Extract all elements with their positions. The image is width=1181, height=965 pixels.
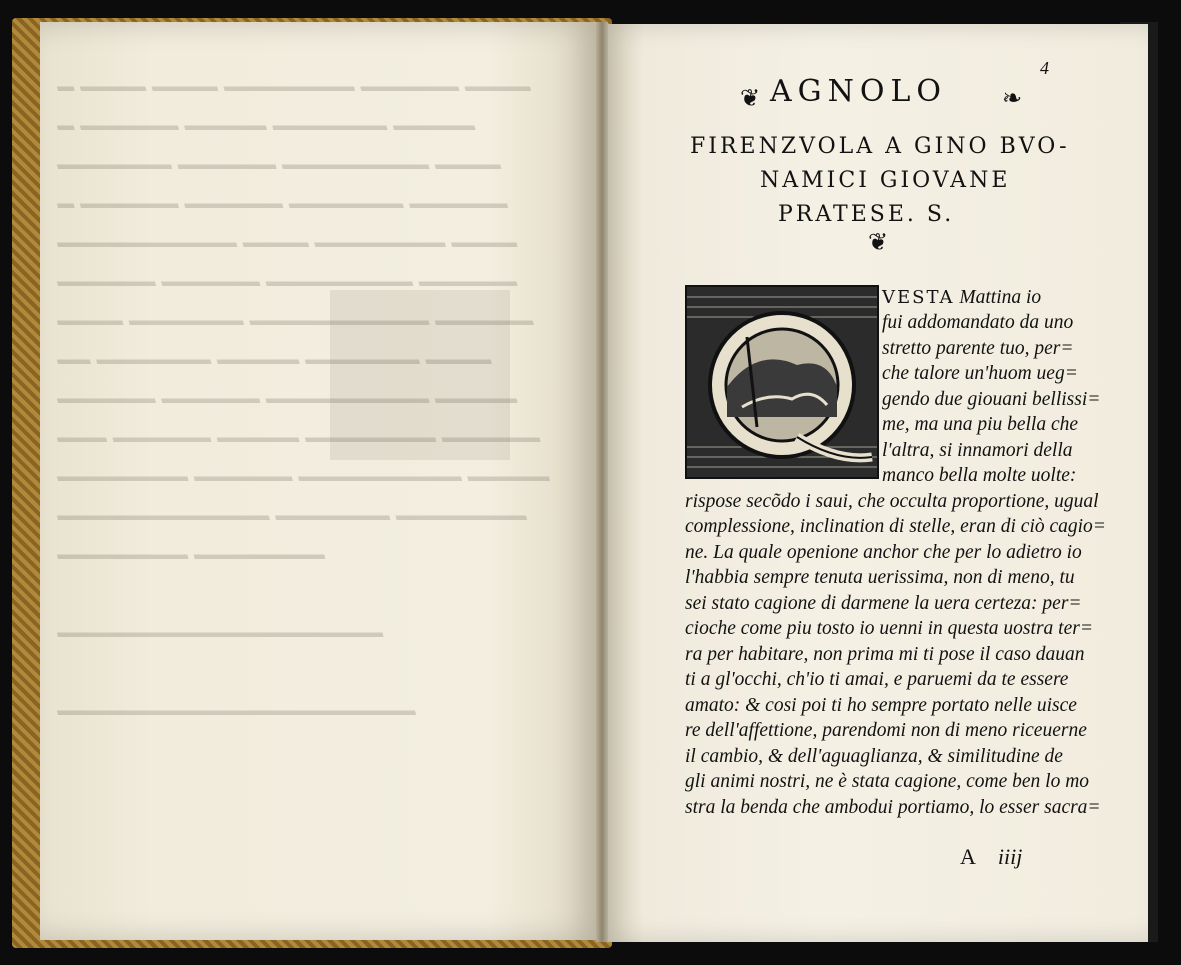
subtitle-line-3: PRATESE. S.	[778, 202, 955, 227]
text-line-1-rest: Mattina io	[954, 287, 1042, 308]
book-gutter	[596, 22, 608, 942]
woodcut-initial-q-icon	[687, 287, 877, 477]
text-line-6: me, ma una piu bella che	[882, 414, 1079, 435]
signature-number: iiij	[997, 844, 1023, 869]
page-title: AGNOLO	[770, 74, 947, 109]
text-line-10: complessione, inclination di stelle, eran di ciò cagio=	[685, 516, 1106, 537]
text-line-18: re dell'affettione, parendomi non di meno riceuerne	[685, 720, 1087, 741]
text-line-2: fui addomandato da uno	[882, 312, 1074, 333]
text-line-7: l'altra, si innamori della	[882, 440, 1073, 461]
subtitle-line-1: FIRENZVOLA A GINO BVO-	[690, 134, 1070, 159]
text-line-14: cioche come piu tosto io uenni in questa uostra ter=	[685, 618, 1093, 639]
text-line-4: che talore un'huom ueg=	[882, 363, 1078, 384]
text-line-1	[882, 287, 1041, 309]
text-line-12: l'habbia sempre tenuta uerissima, non di meno, tu	[685, 567, 1075, 588]
text-line-20: gli animi nostri, ne è stata cagione, come ben lo mo	[685, 771, 1090, 792]
text-line-9: rispose secõdo i saui, che occulta proportione, ugual	[685, 491, 1099, 512]
subtitle-line-2: NAMICI GIOVANE	[760, 168, 1011, 193]
fleuron-small-icon: ❦	[868, 230, 889, 256]
text-line-19: il cambio, & dell'aguaglianza, & similitudine de	[685, 746, 1063, 767]
text-line-3: stretto parente tuo, per=	[882, 338, 1074, 359]
show-through-text: ━━━━ ━━━━━━ ━━━━━━━━ ━━━━ ━━━━ ━ ━━━━━ ━━━━━━━ ━━━━━ ━━━━━━ ━ ━━━━ ━━━━━━━━━ ━━━━━━ ━━━━━━━ ━━━━━━ ━━━━━━━ ━━━━━━ ━━━━━━ ━ ━━━━ ━━━━━━━━ ━━━━ ━━━━━━━━━━━ ━━━━━━ ━━━━━━━━━ ━━━━━━ ━━━━━━ ━━━━━━ ━━━━━━━━━━━ ━━━━━━━ ━━━━ ━━━━ ━━━━━━━ ━━━━━ ━━━━━━━ ━━ ━━━━━ ━━━━━━━━━━ ━━━━━━ ━━━━━━ ━━━━━━ ━━━━━━━━ ━━━━━ ━━━━━━ ━━━ ━━━━━ ━━━━━━━━━━ ━━━━━━ ━━━━━━━━ ━━━━━━━━ ━━━━━━━ ━━━━━━━━━━━━━ ━━━━━━━━ ━━━━━━━━ ━━━━━━━━━━━━━━━━━━━━ ━━━━━━━━━━━━━━━━━━━━━━	[60, 74, 552, 728]
text-line-16: ti a gl'occhi, ch'io ti amai, e paruemi da te essere	[685, 669, 1069, 690]
text-line-11: ne. La quale openione anchor che per lo adietro io	[685, 542, 1082, 563]
opening-caps: VESTA	[882, 287, 955, 308]
text-line-8: manco bella molte uolte:	[882, 465, 1077, 486]
text-line-15: ra per habitare, non prima mi ti pose il caso dauan	[685, 644, 1085, 665]
fleuron-right-icon: ❧	[1002, 86, 1023, 112]
signature-mark	[960, 844, 1022, 870]
text-line-13: sei stato cagione di darmene la uera certeza: per=	[685, 593, 1082, 614]
page-number: 4	[1040, 58, 1049, 78]
text-line-17: amato: & cosi poi ti ho sempre portato nelle uisce	[685, 695, 1077, 716]
text-line-21: stra la benda che ambodui portiamo, lo esser sacra=	[685, 797, 1101, 818]
signature-letter: A	[960, 844, 976, 869]
woodcut-initial-q	[685, 285, 879, 479]
fleuron-left-icon: ❦	[740, 86, 761, 112]
text-line-5: gendo due giouani bellissi=	[882, 389, 1101, 410]
